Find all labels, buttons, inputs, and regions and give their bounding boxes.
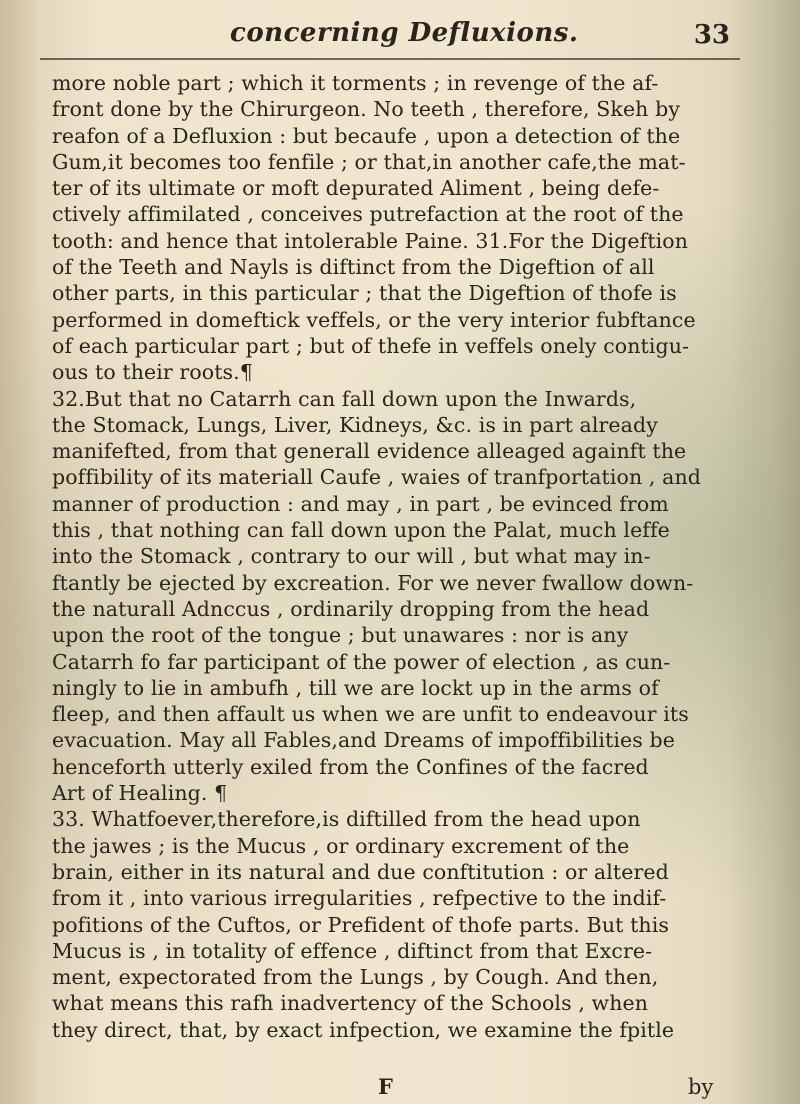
text-line: 33. Whatfoever,therefore,is diftilled from the head upon	[52, 807, 641, 832]
page-header	[150, 10, 770, 54]
text-line: they direct, that, by exact infpection, we examine the fpitle	[52, 1017, 675, 1042]
text-line: the jawes ; is the Mucus , or ordinary excrement of the	[52, 833, 630, 858]
text-line: ment, expectorated from the Lungs , by Cough. And then,	[52, 965, 659, 990]
text-line: this , that nothing can fall down upon the Palat, much leffe	[52, 518, 670, 543]
text-line: brain, either in its natural and due conftitution : or altered	[52, 859, 669, 884]
text-line: ftantly be ejected by excreation. For we never fwallow down-	[52, 570, 694, 595]
text-line: evacuation. May all Fables,and Dreams of impoffibilities be	[52, 728, 675, 753]
text-line: what means this rafh inadvertency of the Schools , when	[52, 991, 649, 1016]
text-line: Gum,it becomes too fenfile ; or that,in another cafe,the mat-	[52, 149, 686, 174]
text-line: fleep, and then affault us when we are unfit to endeavour its	[52, 702, 689, 727]
text-line: from it , into various irregularities , refpective to the indif-	[52, 886, 667, 911]
text-line: henceforth utterly exiled from the Confines of the facred	[52, 754, 649, 779]
text-line: other parts, in this particular ; that the Digeftion of thofe is	[52, 281, 677, 306]
text-line: manner of production : and may , in part , be evinced from	[52, 491, 669, 516]
text-line: into the Stomack , contrary to our will , but what may in-	[52, 544, 651, 569]
text-line: of each particular part ; but of thefe in veffels onely contigu-	[52, 333, 690, 358]
text-line: front done by the Chirurgeon. No teeth , therefore, Skeh by	[52, 97, 680, 122]
text-line: pofitions of the Cuftos, or Prefident of thofe parts. But this	[52, 912, 670, 937]
text-line: Catarrh fo far participant of the power of election , as cun-	[52, 649, 671, 674]
text-line: manifefted, from that generall evidence alleaged againft the	[52, 439, 687, 464]
text-line: ctively affimilated , conceives putrefaction at the root of the	[52, 202, 684, 227]
page-number: 33	[693, 20, 730, 50]
text-line: poffibility of its materiall Caufe , waies of tranfportation , and	[52, 465, 701, 490]
text-line: upon the root of the tongue ; but unawares : nor is any	[52, 623, 629, 648]
text-line: reafon of a Defluxion : but becaufe , upon a detection of the	[52, 123, 681, 148]
catchword: by	[688, 1075, 714, 1099]
page-edge-shadow-left	[0, 0, 40, 1104]
text-line: the Stomack, Lungs, Liver, Kidneys, &c. is in part already	[52, 412, 658, 437]
running-head: concerning Defluxions.	[230, 18, 579, 48]
header-rule	[40, 58, 740, 60]
text-line: ous to their roots.¶	[52, 360, 253, 385]
text-line: ter of its ultimate or moft depurated Aliment , being defe-	[52, 176, 660, 201]
text-line: the naturall Adnccus , ordinarily dropping from the head	[52, 596, 650, 621]
signature-mark: F	[378, 1074, 393, 1099]
text-line: tooth: and hence that intolerable Paine. 31.For the Digeftion	[52, 228, 689, 253]
text-line: Mucus is , in totality of effence , diftinct from that Excre-	[52, 938, 653, 963]
text-line: ningly to lie in ambufh , till we are lockt up in the arms of	[52, 675, 659, 700]
text-line: of the Teeth and Nayls is diftinct from the Digeftion of all	[52, 255, 655, 280]
text-line: performed in domeftick veffels, or the very interior fubftance	[52, 307, 696, 332]
body-text	[52, 70, 752, 1043]
page-footer	[0, 1072, 800, 1102]
text-line: 32.But that no Catarrh can fall down upon the Inwards,	[52, 386, 637, 411]
text-line: more noble part ; which it torments ; in revenge of the af-	[52, 71, 659, 95]
text-line: Art of Healing. ¶	[52, 781, 228, 806]
